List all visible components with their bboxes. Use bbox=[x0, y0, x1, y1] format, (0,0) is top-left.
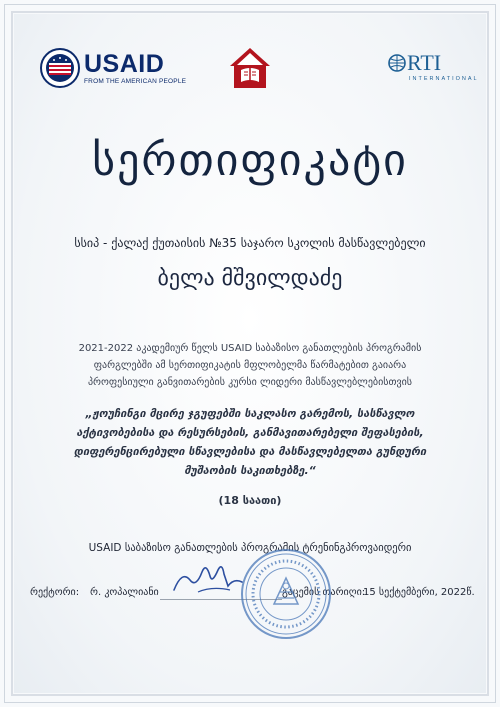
rector-label: რექტორი: bbox=[30, 587, 80, 598]
course-line: აქტივობებისა და რესურსების, განმავითარებელი შეფასების, bbox=[76, 426, 424, 439]
issue-date-value: 15 სექტემბერი, 2022წ. bbox=[363, 587, 475, 598]
course-line: მუშაობის საკითხებზე.“ bbox=[184, 464, 316, 477]
body-line: პროფესიული განვითარების კურსი ლიდერი მასწავლებლებისთვის bbox=[87, 377, 413, 388]
course-line: „ჟოუჩინგი მცირე ჯგუფებში საკლასო გარემოს, სასწავლო bbox=[85, 407, 415, 420]
usaid-logo bbox=[40, 48, 186, 88]
course-line: დიფერენცირებული სწავლებისა და მასწავლებელთა გუნდური bbox=[73, 445, 427, 458]
recipient-position: სსიპ - ქალაქ ქუთაისის №35 საჯარო სკოლის მასწავლებელი bbox=[74, 236, 426, 250]
body-line: ფარგლებში ამ სერთიფიკატის მფლობელმა წარმატებით გაიარა bbox=[93, 360, 407, 371]
official-stamp-icon bbox=[240, 548, 332, 640]
rti-wordmark: RTI bbox=[407, 50, 442, 75]
body-paragraph bbox=[50, 340, 450, 391]
rti-globe-icon bbox=[387, 53, 407, 73]
rti-tagline: INTERNATIONAL bbox=[409, 76, 479, 82]
rti-logo bbox=[387, 52, 479, 82]
program-provider-line: USAID საბაზისო განათლების პროგრამის ტრენინგპროვაიდერი bbox=[88, 542, 412, 554]
certificate-title: სერთიფიკატი bbox=[92, 135, 408, 186]
logo-bar bbox=[0, 44, 500, 100]
partner-emblem-logo bbox=[226, 44, 274, 96]
body-line: 2021-2022 აკადემიურ წელს USAID საბაზისო განათლების პროგრამის bbox=[78, 343, 422, 354]
recipient-name: ბელა მშვილდაძე bbox=[157, 266, 343, 291]
house-emblem-icon bbox=[226, 44, 274, 92]
course-hours: (18 საათი) bbox=[218, 494, 282, 507]
course-title bbox=[44, 404, 456, 480]
usaid-seal-icon bbox=[40, 48, 80, 88]
usaid-tagline: FROM THE AMERICAN PEOPLE bbox=[84, 77, 187, 85]
issue-date-label: გაცემის თარიღი: bbox=[282, 587, 366, 598]
rector-name: რ. კოპალიანი bbox=[90, 587, 159, 598]
usaid-wordmark: USAID bbox=[84, 49, 165, 78]
